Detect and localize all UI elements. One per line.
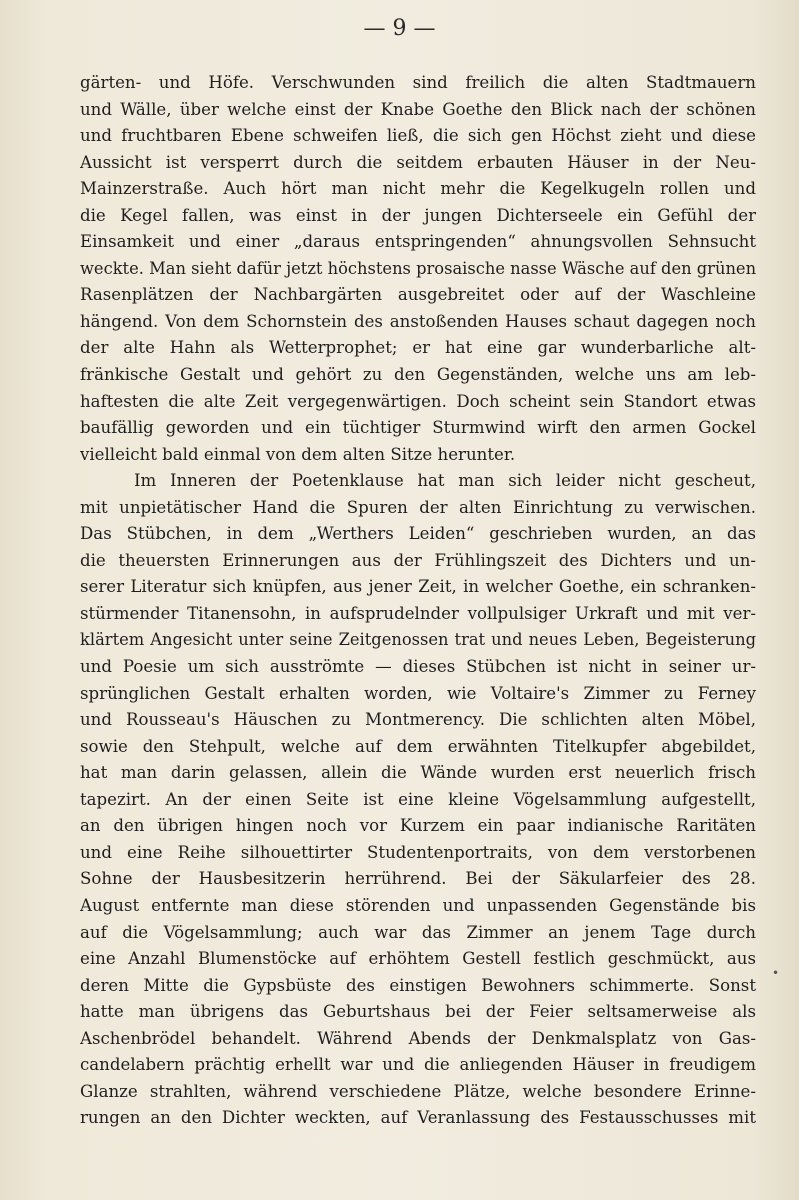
text-line: hängend. Von dem Schornstein des anstoßenden Hauses schaut dagegen noch bbox=[80, 311, 756, 331]
text-line: August entfernte man diese störenden und unpassenden Gegenstände bis bbox=[80, 895, 756, 915]
text-line: stürmender Titanensohn, in aufsprudelnder vollpulsiger Urkraft und mit ver- bbox=[80, 603, 756, 623]
text-line: auf die Vögelsammlung; auch war das Zimmer an jenem Tage durch bbox=[80, 922, 756, 942]
text-line: Einsamkeit und einer „daraus entspringenden“ ahnungsvollen Sehnsucht bbox=[80, 232, 756, 252]
text-line: und Wälle, über welche einst der Knabe Goethe den Blick nach der schönen bbox=[80, 99, 756, 119]
text-line: Rasenplätzen der Nachbargärten ausgebreitet oder auf der Waschleine bbox=[80, 285, 756, 305]
text-line: und fruchtbaren Ebene schweifen ließ, die sich gen Höchst zieht und diese bbox=[80, 126, 756, 146]
text-line: die Kegel fallen, was einst in der jungen Dichterseele ein Gefühl der bbox=[80, 205, 756, 225]
text-line: deren Mitte die Gypsbüste des einstigen Bewohners schimmerte. Sonst bbox=[80, 975, 756, 995]
text-line: tapezirt. An der einen Seite ist eine kleine Vögelsammlung aufgestellt, bbox=[80, 789, 756, 809]
text-line: der alte Hahn als Wetterprophet; er hat eine gar wunderbarliche alt- bbox=[80, 338, 756, 358]
text-line: weckte. Man sieht dafür jetzt höchstens prosaische nasse Wäsche auf den grünen bbox=[80, 258, 756, 278]
text-line: mit unpietätischer Hand die Spuren der alten Einrichtung zu verwischen. bbox=[80, 497, 756, 517]
paragraph bbox=[80, 468, 756, 1132]
text-line: hat man darin gelassen, allein die Wände wurden erst neuerlich frisch bbox=[80, 763, 756, 783]
text-line: baufällig geworden und ein tüchtiger Sturmwind wirft den armen Gockel bbox=[80, 418, 756, 438]
text-line: und Poesie um sich ausströmte — dieses Stübchen ist nicht in seiner ur- bbox=[80, 657, 756, 677]
text-line: die theuersten Erinnerungen aus der Frühlingszeit des Dichters und un- bbox=[80, 550, 756, 570]
text-line: gärten- und Höfe. Verschwunden sind freilich die alten Stadtmauern bbox=[80, 73, 756, 92]
body-text bbox=[80, 70, 756, 1132]
margin-dot: • bbox=[772, 966, 780, 980]
text-line: Glanze strahlten, während verschiedene Plätze, welche besondere Erinne- bbox=[80, 1081, 756, 1101]
text-line: fränkische Gestalt und gehört zu den Gegenständen, welche uns am leb- bbox=[80, 365, 756, 385]
text-line: Das Stübchen, in dem „Werthers Leiden“ geschrieben wurden, an das bbox=[80, 524, 756, 544]
text-line: vielleicht bald einmal von dem alten Sitze herunter. bbox=[80, 444, 516, 464]
text-line: rungen an den Dichter weckten, auf Veranlassung des Festausschusses mit bbox=[80, 1108, 756, 1128]
page-number: — 9 — bbox=[363, 16, 436, 41]
text-line: sprünglichen Gestalt erhalten worden, wie Voltaire's Zimmer zu Ferney bbox=[80, 683, 756, 703]
text-line: Mainzerstraße. Auch hört man nicht mehr die Kegelkugeln rollen und bbox=[80, 179, 756, 199]
text-line: klärtem Angesicht unter seine Zeitgenossen trat und neues Leben, Begeisterung bbox=[80, 630, 756, 650]
text-line: haftesten die alte Zeit vergegenwärtigen. Doch scheint sein Standort etwas bbox=[80, 391, 756, 411]
text-line: Sohne der Hausbesitzerin herrührend. Bei der Säkularfeier des 28. bbox=[80, 869, 756, 889]
text-line: serer Literatur sich knüpfen, aus jener Zeit, in welcher Goethe, ein schranken- bbox=[80, 577, 756, 597]
text-line: Aschenbrödel behandelt. Während Abends der Denkmalsplatz von Gas- bbox=[80, 1028, 756, 1048]
text-line: sowie den Stehpult, welche auf dem erwähnten Titelkupfer abgebildet, bbox=[80, 736, 756, 756]
paragraph bbox=[80, 70, 756, 468]
text-line: hatte man übrigens das Geburtshaus bei der Feier seltsamerweise als bbox=[80, 1002, 756, 1022]
text-line: und eine Reihe silhouettirter Studentenportraits, von dem verstorbenen bbox=[80, 842, 756, 862]
text-line: an den übrigen hingen noch vor Kurzem ein paar indianische Raritäten bbox=[80, 816, 756, 836]
text-line: Im Inneren der Poetenklause hat man sich leider nicht gescheut, bbox=[134, 471, 756, 491]
text-line: Aussicht ist versperrt durch die seitdem erbauten Häuser in der Neu- bbox=[80, 152, 756, 172]
text-line: candelabern prächtig erhellt war und die anliegenden Häuser in freudigem bbox=[80, 1055, 756, 1075]
text-line: und Rousseau's Häuschen zu Montmerency. Die schlichten alten Möbel, bbox=[80, 710, 756, 730]
text-line: eine Anzahl Blumenstöcke auf erhöhtem Gestell festlich geschmückt, aus bbox=[80, 949, 756, 969]
